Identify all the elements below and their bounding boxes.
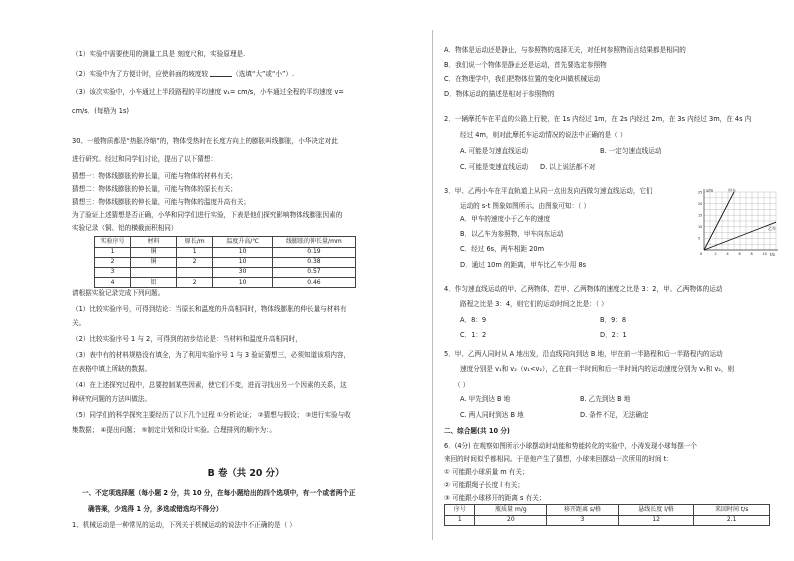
option-line: C. 可能是变速直线运动 <box>460 163 529 171</box>
y-tick-label: 20 <box>698 201 703 206</box>
option-line: A．物体是运动还是静止，与参照物的选择无关，对任何参照物而言结果都是相同的 <box>444 46 686 54</box>
table-header: 线膨胀的伸长量/mm <box>272 237 355 248</box>
expansion-table <box>94 236 356 288</box>
option-line: B. 乙先到达 B 地 <box>580 395 631 403</box>
option-line: D．2：1 <box>600 331 627 339</box>
question-line: 经过 4m，则对此摩托车运动情况的说法中正确的是（ ） <box>460 131 627 139</box>
table-header: 温度升高/℃ <box>213 237 273 248</box>
table-cell: 2 <box>176 278 212 288</box>
table-header: 原长/m <box>176 237 212 248</box>
guess-line: ② 可能跟绳子长度 l 有关； <box>444 481 524 489</box>
y-tick-label: 5 <box>698 236 701 241</box>
table-header-row <box>95 237 356 248</box>
q30-line: 实验记录（铜、铝的横截面积相同） <box>72 224 178 232</box>
table-cell: 铜 <box>131 247 177 257</box>
question-line: 4．作匀速直线运动的甲、乙两物体，若甲、乙两物体的速度之比是 3：2，甲、乙两物体的运动 <box>444 285 723 293</box>
table-cell: 30 <box>213 267 273 277</box>
table-header: 瓶质量 m/g <box>475 505 547 516</box>
option-line: A. 可能是匀速直线运动 <box>460 147 528 155</box>
question-line: cm/s．(每格为 1s) <box>72 107 129 115</box>
section-heading: 二、综合题(共 10 分) <box>444 427 510 435</box>
after-line: 集数据； ④提出问题； ⑤制定计划和设计实验。合理排列的顺序为：。 <box>72 426 276 434</box>
table-cell: 4 <box>95 278 131 288</box>
table-cell: 0.46 <box>272 278 355 288</box>
series-label-jia: 甲车 <box>728 188 736 193</box>
after-line: 请根据实验记录完成下列问题。 <box>72 289 165 297</box>
table-cell: 0.57 <box>272 267 355 277</box>
table-row <box>95 247 356 257</box>
q30-line: 30、一般物质都是“热胀冷缩”的，物体受热时在长度方向上的膨胀叫线膨胀，小华决定对此 <box>72 137 338 145</box>
after-line: 关。 <box>72 319 86 327</box>
table-row <box>95 267 356 277</box>
table-cell: 0.19 <box>272 247 355 257</box>
x-tick-label: 4 <box>726 252 729 256</box>
table-row <box>95 257 356 267</box>
option-line: D. 条件不足，无法确定 <box>580 411 649 419</box>
table-header: 实验序号 <box>95 237 131 248</box>
section-heading: 一、不定项选择题（每小题 2 分，共 10 分，在每小题给出的四个选项中，有一个或者两个正 <box>82 489 356 497</box>
section-b-title: B 卷（共 20 分） <box>207 468 285 479</box>
graph-ticks <box>698 190 767 256</box>
question-line: 5．甲、乙两人同时从 A 地出发，沿直线同向到达 B 地，甲在前一半路程和后一半路程内的运动 <box>444 350 723 358</box>
section-heading: 确答案，少选得 1 分，多选或错选均不得分） <box>88 505 223 513</box>
table-cell: 1 <box>445 515 475 525</box>
option-line: B. 一定匀速直线运动 <box>600 147 662 155</box>
option-line: A. 甲先到达 B 地 <box>460 395 511 403</box>
after-line: 种研究问题的方法叫做法。 <box>72 395 152 403</box>
table-row <box>445 515 770 525</box>
q30-line: 为了验证上述猜想是否正确，小华和同学们进行实验，下表是他们探究影响物体线膨胀因素的 <box>72 211 343 219</box>
question-line: （3）该次实验中，小车通过上半段路程的平均速度 v₁= cm/s，小车通过全程的平均速度 v= <box>72 88 344 96</box>
question-line: （2）实验中为了方便计时，应使斜面的坡度较 （选填“大”或“小”）. <box>72 70 295 78</box>
x-tick-label: 2 <box>714 252 717 256</box>
after-line: （1）比较实验序号，可得到结论：当原长和温度的升高相同时，物体线膨胀的伸长量与材料有 <box>72 305 347 313</box>
after-line: （5）同学们的科学探究主要经历了以下几个过程 ①分析论证； ②猜想与假设； ③进行实验与收 <box>72 411 351 419</box>
table-cell: 10 <box>213 247 273 257</box>
table-cell: 2 <box>176 257 212 267</box>
question-line: （1）实验中需要使用的测量工具是 刻度尺和，实验原理是. <box>72 50 246 58</box>
table-header: 材料 <box>131 237 177 248</box>
guess-line: ③ 可能跟小球移开的距离 s 有关； <box>444 494 546 502</box>
question-line: 来回的时间似乎都相同。于是他产生了猜想，小球来回摆动一次所用的时间 t： <box>444 455 673 463</box>
hypothesis-3: 猜想三：物体线膨胀的伸长量，可能与物体的温度升高有关； <box>72 198 251 206</box>
answer-blank <box>210 70 232 77</box>
hypothesis-1: 猜想一：物体线膨胀的伸长量，可能与物体的材料有关； <box>72 172 237 180</box>
table-cell: 0.38 <box>272 257 355 267</box>
graph-grid <box>704 192 776 250</box>
option-line: B．9：8 <box>600 316 627 324</box>
question-line: （ ） <box>454 381 470 389</box>
x-tick-label: 10 <box>762 252 767 256</box>
table-cell: 10 <box>213 278 273 288</box>
hypothesis-2: 猜想二：物体线膨胀的伸长量，可能与物体的原长有关； <box>72 185 237 193</box>
table-cell <box>131 267 177 277</box>
table-header-row <box>445 505 770 516</box>
table-cell: 1 <box>95 247 131 257</box>
option-line: D．通过 10m 的距离，甲车比乙车少用 8s <box>460 261 587 269</box>
y-tick-label: 10 <box>698 225 703 230</box>
table-header: 悬线长度 l/格 <box>618 505 694 516</box>
x-tick-label: 6 <box>738 252 741 256</box>
pendulum-table <box>444 504 770 526</box>
option-line: D. 以上说法都不对 <box>540 163 596 171</box>
y-tick-label: 25 <box>698 190 703 195</box>
option-line: A．8：9 <box>460 316 487 324</box>
origin-label: 0 <box>700 252 703 256</box>
table-cell: 3 <box>547 515 619 525</box>
table-header: 来回时间 t/s <box>694 505 770 516</box>
column-divider <box>432 30 433 540</box>
s-t-graph <box>696 186 780 262</box>
option-line: B．以乙车为参照物，甲车向东运动 <box>460 230 564 238</box>
option-line: A．甲车的速度小于乙车的速度 <box>460 215 551 223</box>
x-tick-label: 8 <box>750 252 753 256</box>
q30-line: 进行研究。经过和同学们讨论，提出了以下猜想： <box>72 155 218 163</box>
option-line: C．在物理学中，我们把物体位置的变化叫做机械运动 <box>444 75 601 83</box>
table-cell: 12 <box>618 515 694 525</box>
table-cell: 铝 <box>131 278 177 288</box>
after-line: （2）比较实验序号 1 与 2，可得到的初步结论是：当材料和温度升高相同时， <box>72 335 302 343</box>
table-cell <box>176 267 212 277</box>
option-line: C．经过 6s，两车相距 20m <box>460 245 544 253</box>
table-cell: 铜 <box>131 257 177 267</box>
after-line: （3）表中有的材料规格没有填全，为了利用实验序号 1 与 3 验证猜想三，必须知道该项内容， <box>72 351 351 359</box>
after-line: （4）在上述探究过程中，总要控制某些因素，使它们不变，进而寻找出另一个因素的关系，这 <box>72 381 347 389</box>
table-header: 序号 <box>445 505 475 516</box>
question-line: 路程之比是 3：4，则它们的运动时间之比是：（ ） <box>460 300 608 308</box>
table-row <box>95 278 356 288</box>
table-cell: 2.1 <box>694 515 770 525</box>
question-line: 6．(4分) 在观察如图所示小球摆动时动能和势能转化的实验中，小涛发现小球每摆一个 <box>444 442 698 450</box>
table-cell: 20 <box>475 515 547 525</box>
option-line: B．我们说一个物体是静止还是运动，首先要选定参照物 <box>444 61 607 69</box>
question-line: 速度分别是 v₁和 v₂（v₁<v₂），乙在前一半时间和后一半时间内的运动速度分别为 v₁和 v₂，则 <box>460 365 735 373</box>
y-axis-label: s/m <box>706 188 714 193</box>
option-line: D．物体运动的描述是相对于参照物的 <box>444 90 555 98</box>
y-tick-label: 15 <box>698 213 703 218</box>
table-cell: 2 <box>95 257 131 267</box>
table-cell: 10 <box>213 257 273 267</box>
table-cell: 3 <box>95 267 131 277</box>
after-line: 在表格中填上所缺的数据。 <box>72 365 152 373</box>
guess-line: ① 可能跟小球质量 m 有关； <box>444 468 529 476</box>
question-line: 3．甲、乙两小车在平直轨道上从同一点出发向西做匀速直线运动，它们 <box>444 187 653 195</box>
table-cell: 1 <box>176 247 212 257</box>
option-line: C．1：2 <box>460 331 487 339</box>
question-line: 2．一辆摩托车在平直的公路上行驶，在 1s 内经过 1m，在 2s 内经过 2m，在 3s 内经过 3m，在 4s 内 <box>444 115 752 123</box>
series-label-yi: 乙车 <box>768 226 776 231</box>
x-axis-label: t/s <box>770 252 775 257</box>
question-line: 1、机械运动是一种常见的运动，下列关于机械运动的说法中不正确的是（ ） <box>72 521 296 529</box>
table-header: 移开距离 s/格 <box>547 505 619 516</box>
question-line: 运动的 s-t 图象如图所示。由图象可知：（ ） <box>460 202 591 210</box>
option-line: C. 两人同时到达 B 地 <box>460 411 524 419</box>
